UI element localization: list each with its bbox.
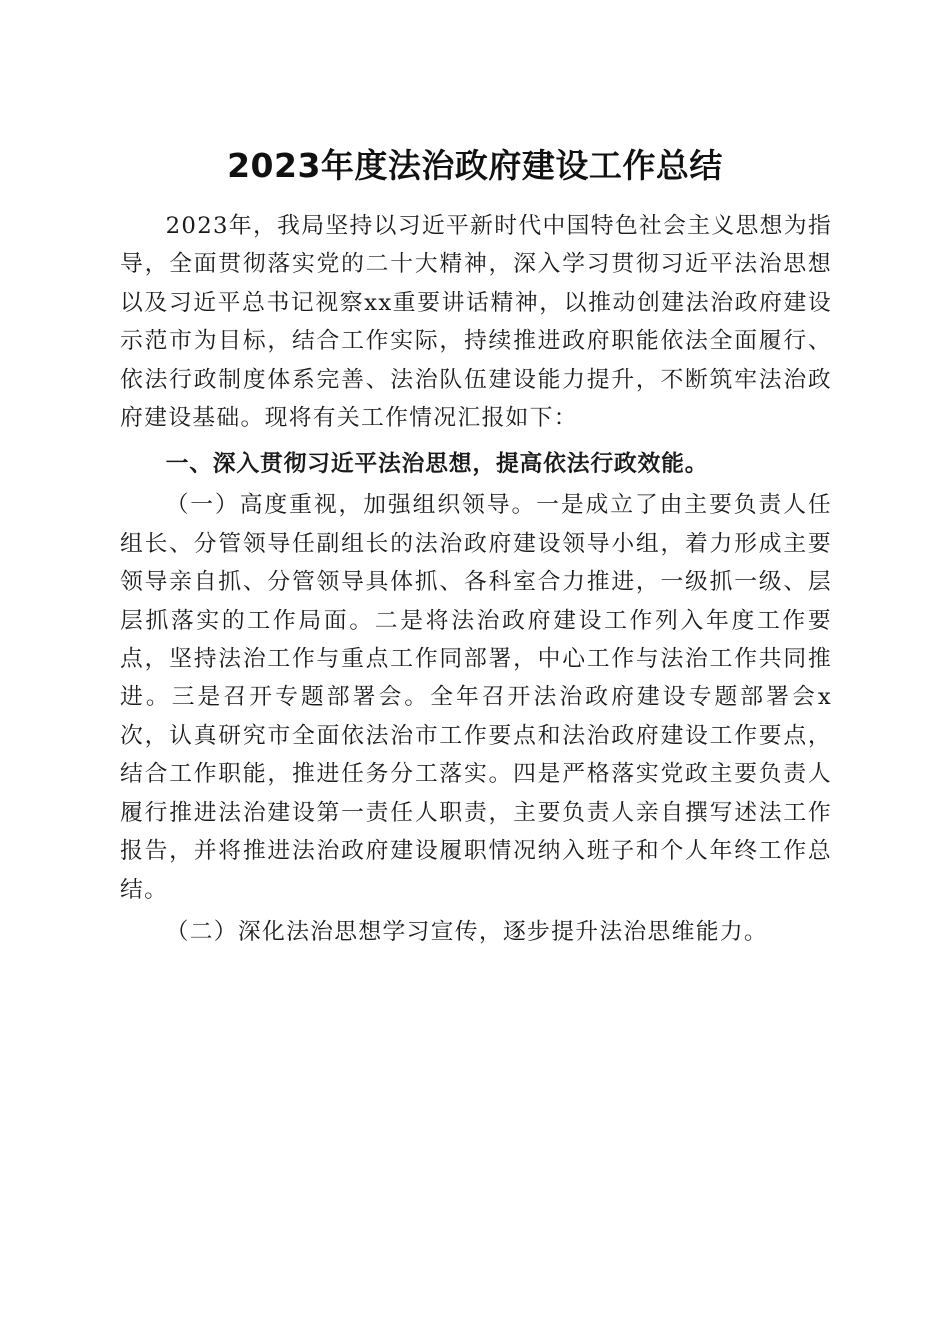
section-1-sub-1-paragraph: （一）高度重视，加强组织领导。一是成立了由主要负责人任组长、分管领导任副组长的法治政府建设领导小组，着力形成主要领导亲自抓、分管领导具体抓、各科室合力推进，一级抓一级、层层抓落实的工作局面。二是将法治政府建设工作列入年度工作要点，坚持法治工作与重点工作同部署，中心工作与法治工作共同推进。三是召开专题部署会。全年召开法治政府建设专题部署会x次，认真研究市全面依法治市工作要点和法治政府建设工作要点，结合工作职能，推进任务分工落实。四是严格落实党政主要负责人履行推进法治建设第一责任人职责，主要负责人亲自撰写述法工作报告，并将推进法治政府建设履职情况纳入班子和个人年终工作总结。 <box>120 492 832 903</box>
document-title: 2023年度法治政府建设工作总结 <box>227 146 723 185</box>
intro-paragraph: 2023年，我局坚持以习近平新时代中国特色社会主义思想为指导，全面贯彻落实党的二十大精神，深入学习贯彻习近平法治思想以及习近平总书记视察xx重要讲话精神，以推动创建法治政府建设示范市为目标，结合工作实际，持续推进政府职能依法全面履行、依法行政制度体系完善、法治队伍建设能力提升，不断筑牢法治政府建设基础。现将有关工作情况汇报如下： <box>120 213 832 432</box>
document-body <box>120 207 832 951</box>
section-1-sub-2-heading: （二）深化法治思想学习宣传，逐步提升法治思维能力。 <box>165 918 769 945</box>
section-1-heading: 一、深入贯彻习近平法治思想，提高依法行政效能。 <box>165 451 709 478</box>
